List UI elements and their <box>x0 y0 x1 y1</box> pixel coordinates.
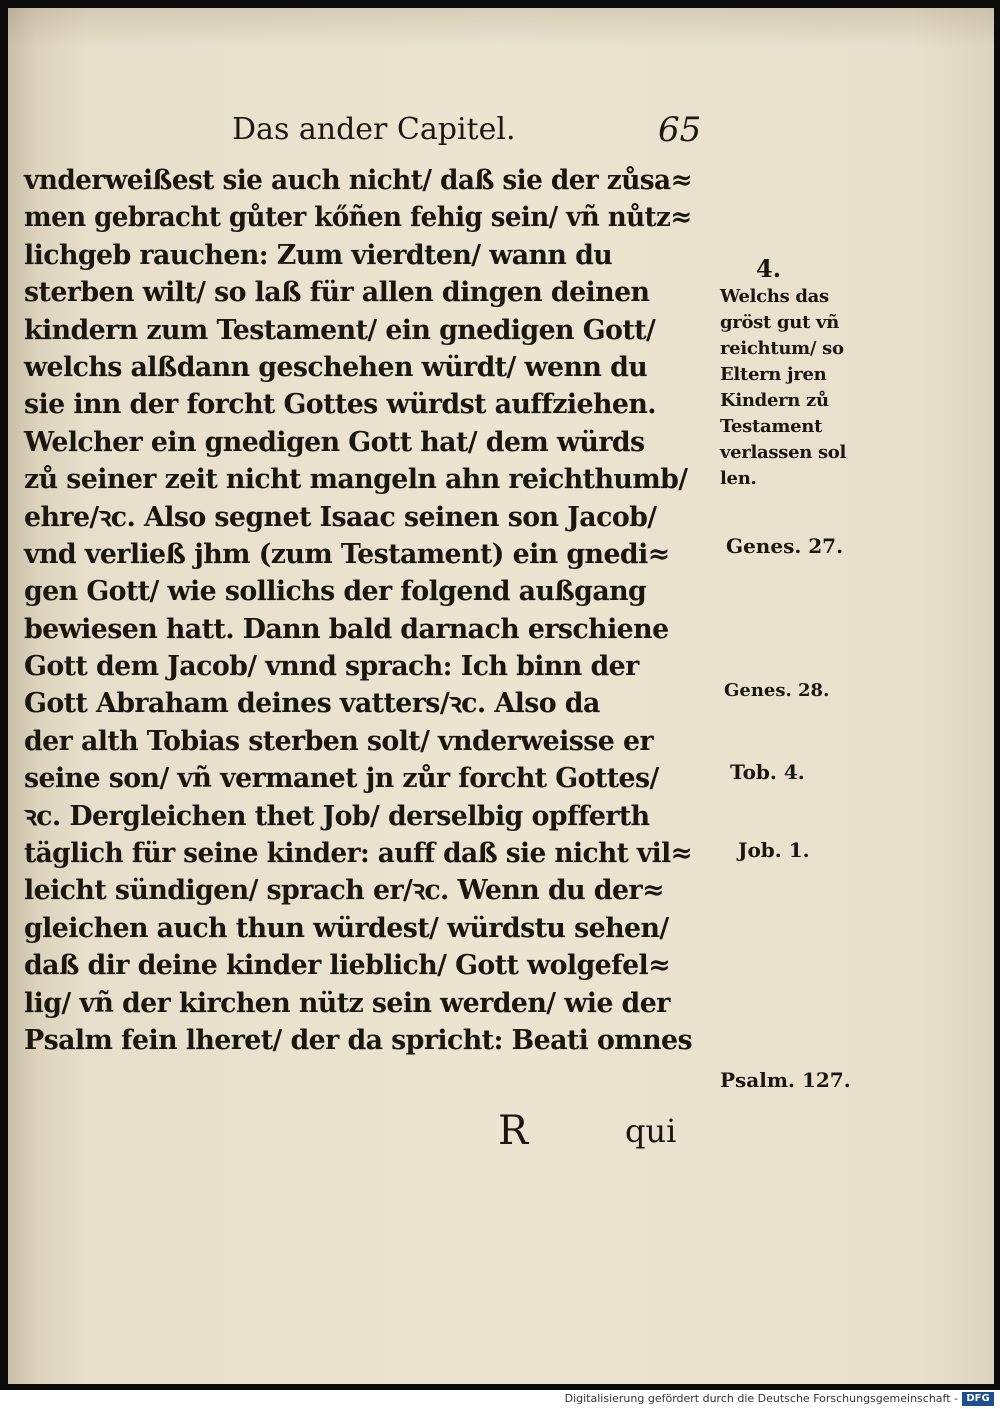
text-line: Psalm fein lheret/ der da spricht: Beati omnes <box>24 1024 693 1056</box>
signature-mark: R <box>498 1108 529 1154</box>
dfg-logo-icon: DFG <box>962 1392 994 1406</box>
text-line: gleichen auch thun würdest/ würdstu sehen/ <box>24 912 669 944</box>
text-line: ehre/ꝛc. Also segnet Isaac seinen son Jacob/ <box>24 501 657 533</box>
page-header <box>232 112 712 152</box>
running-head: Das ander Capitel. <box>232 112 516 147</box>
catchword: qui <box>625 1112 677 1150</box>
text-line: vnd verließ jhm (zum Testament) ein gnedi≈ <box>24 538 670 570</box>
margin-note-line: Eltern jren <box>720 364 827 385</box>
text-line: kindern zum Testament/ ein gnedigen Gott/ <box>24 314 656 346</box>
text-line: Gott dem Jacob/ vnnd sprach: Ich binn der <box>24 651 639 683</box>
text-line: daß dir deine kinder lieblich/ Gott wolgefel≈ <box>24 950 671 982</box>
margin-ref-genes-27: Genes. 27. <box>726 534 844 558</box>
footer-bar <box>0 1390 1000 1409</box>
text-line: der alth Tobias sterben solt/ vnderweisse er <box>24 725 654 757</box>
margin-note-block <box>720 284 846 492</box>
text-line: leicht sündigen/ sprach er/ꝛc. Wenn du der≈ <box>24 875 664 907</box>
text-line: lig/ vñ der kirchen nütz sein werden/ wie der <box>24 987 670 1019</box>
text-line: lichgeb rauchen: Zum vierdten/ wann du <box>24 239 613 271</box>
text-line: zů seiner zeit nicht mangeln ahn reichthumb/ <box>24 464 688 496</box>
text-line: Welcher ein gnedigen Gott hat/ dem würds <box>24 426 645 458</box>
text-line: welchs alßdann geschehen würdt/ wenn du <box>24 351 648 383</box>
text-line: sie inn der forcht Gottes würdst auffziehen. <box>24 389 657 421</box>
text-line: ꝛc. Dergleichen thet Job/ derselbig opfferth <box>24 800 650 832</box>
page-shadow <box>8 8 994 48</box>
text-line: Gott Abraham deines vatters/ꝛc. Also da <box>24 688 600 720</box>
margin-note-line: reichtum/ so <box>720 338 844 359</box>
text-line: bewiesen hatt. Dann bald darnach erschiene <box>24 613 669 645</box>
margin-note-line: verlassen sol <box>720 442 847 463</box>
footer-credit: Digitalisierung gefördert durch die Deutsche Forschungsgemeinschaft - <box>564 1392 958 1405</box>
margin-ref-psalm-127: Psalm. 127. <box>720 1068 851 1092</box>
margin-ref-tob-4: Tob. 4. <box>730 760 805 784</box>
text-line: gen Gott/ wie sollichs der folgend außgang <box>24 576 647 608</box>
margin-ref-job-1: Job. 1. <box>738 838 810 862</box>
text-line: sterben wilt/ so laß für allen dingen deinen <box>24 277 650 309</box>
text-line: men gebracht gůter kőñen fehig sein/ vñ nůtz≈ <box>24 202 692 234</box>
margin-note-line: len. <box>720 468 757 489</box>
margin-note-line: Kindern zů <box>720 390 829 411</box>
page-number: 65 <box>658 110 702 150</box>
text-line: vnderweißest sie auch nicht/ daß sie der zůsa≈ <box>24 165 693 196</box>
text-line: seine son/ vñ vermanet jn zůr forcht Gottes/ <box>24 763 659 795</box>
margin-ref-genes-28: Genes. 28. <box>724 680 830 701</box>
body-text <box>24 162 851 1092</box>
text-line: täglich für seine kinder: auff daß sie nicht vil≈ <box>24 838 693 870</box>
margin-note-line: gröst gut vñ <box>720 312 839 333</box>
margin-note-line: Welchs das <box>720 286 829 307</box>
margin-note-number: 4. <box>756 254 782 283</box>
margin-note-line: Testament <box>720 416 823 437</box>
